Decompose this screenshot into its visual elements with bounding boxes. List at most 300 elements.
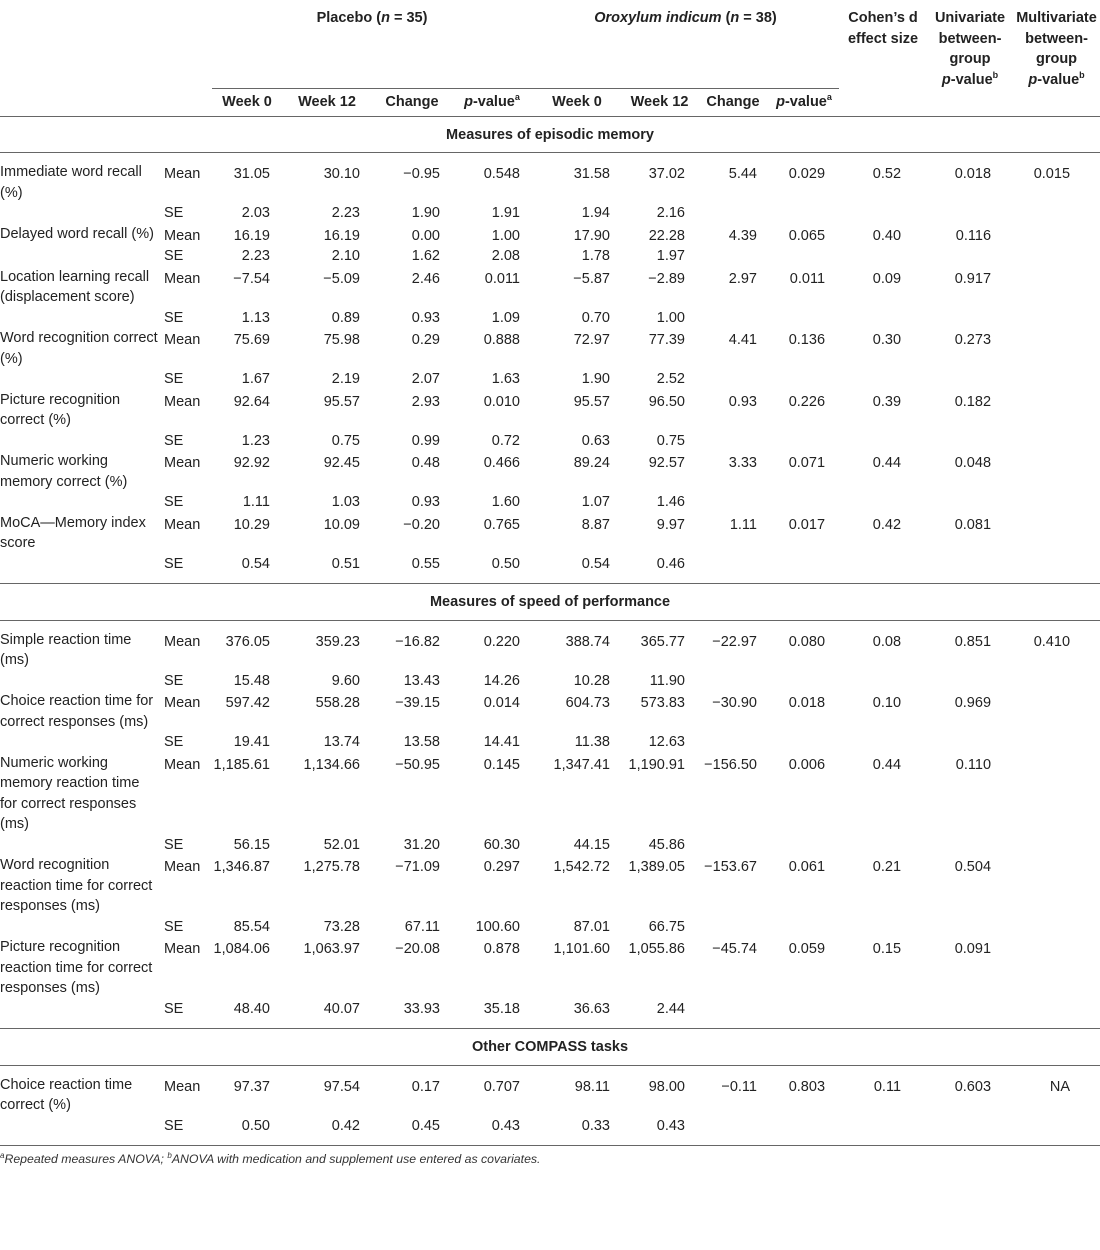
value-cell: 1.23 bbox=[241, 432, 270, 449]
value-cell: 56.15 bbox=[233, 836, 270, 853]
section-title: Measures of episodic memory bbox=[0, 116, 1100, 153]
table-row-mean bbox=[0, 224, 1100, 247]
value-cell: 0.765 bbox=[483, 516, 520, 533]
value-cell bbox=[839, 999, 927, 1029]
value-cell: 85.54 bbox=[233, 918, 270, 935]
value-cell: 12.63 bbox=[648, 734, 685, 750]
col-week0-oroxylum: Week 0 bbox=[532, 88, 622, 116]
table-row-mean bbox=[0, 1065, 1100, 1116]
value-cell: 1.00 bbox=[656, 309, 685, 326]
value-cell bbox=[1013, 917, 1100, 938]
value-cell bbox=[697, 835, 769, 856]
stat-label-se: SE bbox=[164, 309, 184, 326]
value-cell: 0.226 bbox=[788, 393, 826, 410]
placebo-group-header: Placebo (n = 35) bbox=[316, 10, 428, 26]
value-cell: −5.87 bbox=[573, 270, 610, 287]
section-header-row bbox=[0, 584, 1100, 621]
value-cell: −156.50 bbox=[704, 756, 757, 773]
value-cell: 0.21 bbox=[872, 859, 902, 875]
value-cell: 0.11 bbox=[873, 1078, 902, 1095]
col-week12-placebo: Week 12 bbox=[282, 88, 372, 116]
value-cell bbox=[1013, 691, 1100, 732]
value-cell bbox=[839, 732, 927, 753]
value-cell bbox=[927, 671, 1013, 692]
value-cell bbox=[839, 431, 927, 452]
value-cell: 36.63 bbox=[573, 1000, 610, 1017]
value-cell: 1.97 bbox=[656, 248, 685, 264]
value-cell: 0.72 bbox=[491, 432, 520, 449]
value-cell: 2.19 bbox=[331, 371, 360, 387]
value-cell: 0.006 bbox=[788, 756, 826, 773]
value-cell: 1,084.06 bbox=[213, 941, 270, 957]
value-cell: 98.00 bbox=[648, 1078, 685, 1095]
value-cell bbox=[927, 431, 1013, 452]
value-cell: 0.220 bbox=[483, 633, 520, 650]
value-cell: 2.07 bbox=[411, 371, 440, 387]
value-cell bbox=[1013, 328, 1100, 369]
value-cell: 0.851 bbox=[954, 633, 992, 650]
value-cell: 0.50 bbox=[491, 555, 520, 572]
value-cell: NA bbox=[1049, 1078, 1071, 1095]
value-cell: 0.15 bbox=[872, 941, 902, 957]
value-cell bbox=[839, 1116, 927, 1146]
value-cell: 2.23 bbox=[331, 205, 360, 221]
measure-label: Numeric working memory correct (%) bbox=[0, 453, 128, 490]
stat-label-mean: Mean bbox=[164, 859, 201, 875]
table-row-se bbox=[0, 999, 1100, 1029]
table-row-mean bbox=[0, 691, 1100, 732]
table-row-se bbox=[0, 492, 1100, 513]
value-cell: 2.08 bbox=[491, 248, 520, 264]
value-cell bbox=[697, 203, 769, 224]
value-cell: 0.145 bbox=[483, 756, 520, 773]
value-cell: 4.39 bbox=[728, 227, 757, 244]
value-cell: 10.29 bbox=[233, 516, 270, 533]
table-row-mean bbox=[0, 153, 1100, 204]
value-cell: 0.42 bbox=[282, 1116, 372, 1146]
value-cell: −20.08 bbox=[395, 941, 440, 957]
value-cell: 2.16 bbox=[656, 205, 685, 221]
value-cell bbox=[769, 431, 839, 452]
value-cell: 16.19 bbox=[233, 227, 270, 244]
value-cell: 0.39 bbox=[872, 393, 902, 410]
value-cell bbox=[769, 203, 839, 224]
value-cell: 0.30 bbox=[872, 332, 902, 348]
col-week12-oroxylum: Week 12 bbox=[622, 88, 697, 116]
value-cell: 40.07 bbox=[323, 1000, 360, 1017]
value-cell bbox=[927, 554, 1013, 584]
value-cell bbox=[839, 835, 927, 856]
value-cell: 1,101.60 bbox=[553, 941, 610, 957]
value-cell: 16.19 bbox=[323, 227, 360, 244]
value-cell: 92.92 bbox=[233, 455, 270, 471]
value-cell: −22.97 bbox=[712, 633, 757, 650]
univariate-header: Univariate between- group p-value$^b$ bbox=[934, 10, 1006, 88]
value-cell bbox=[1013, 246, 1100, 267]
value-cell: 2.52 bbox=[656, 371, 685, 387]
value-cell: 89.24 bbox=[573, 455, 610, 471]
table-row-se bbox=[0, 917, 1100, 938]
value-cell: 2.93 bbox=[411, 393, 440, 410]
value-cell bbox=[839, 308, 927, 329]
value-cell: 1.11 bbox=[729, 516, 757, 533]
table-row-mean bbox=[0, 390, 1100, 431]
stat-label-se: SE bbox=[164, 432, 184, 449]
col-week0-placebo: Week 0 bbox=[212, 88, 282, 116]
value-cell bbox=[769, 835, 839, 856]
value-cell: 33.93 bbox=[403, 1000, 440, 1017]
spacer-cell bbox=[0, 1116, 160, 1146]
value-cell bbox=[697, 246, 769, 267]
measure-label: Numeric working memory reaction time for correct responses (ms) bbox=[0, 754, 140, 832]
value-cell: 0.54 bbox=[581, 555, 610, 572]
value-cell: 388.74 bbox=[565, 633, 610, 650]
value-cell: 0.09 bbox=[872, 270, 902, 287]
measure-label: Choice reaction time correct (%) bbox=[0, 1076, 133, 1113]
value-cell: 17.90 bbox=[573, 227, 610, 244]
spacer-cell bbox=[0, 917, 160, 938]
value-cell: 1.13 bbox=[241, 309, 270, 326]
value-cell: 1,347.41 bbox=[553, 756, 610, 773]
value-cell: 0.46 bbox=[656, 555, 685, 572]
table-row-mean bbox=[0, 855, 1100, 917]
value-cell: −30.90 bbox=[712, 695, 757, 711]
value-cell: 1.09 bbox=[491, 309, 520, 326]
spacer-cell bbox=[0, 308, 160, 329]
value-cell: 0.99 bbox=[411, 432, 440, 449]
value-cell bbox=[1013, 492, 1100, 513]
value-cell bbox=[697, 431, 769, 452]
value-cell: 0.75 bbox=[331, 432, 360, 449]
value-cell: 0.018 bbox=[788, 695, 826, 711]
value-cell: 0.878 bbox=[483, 941, 520, 957]
value-cell bbox=[769, 999, 839, 1029]
value-cell: 31.20 bbox=[403, 836, 440, 853]
value-cell bbox=[769, 246, 839, 267]
value-cell: 1,190.91 bbox=[628, 756, 685, 773]
table-body bbox=[0, 116, 1100, 1146]
value-cell: 2.97 bbox=[728, 270, 757, 287]
value-cell: 45.86 bbox=[648, 836, 685, 853]
value-cell: 1.90 bbox=[581, 371, 610, 387]
section-header-row bbox=[0, 1029, 1100, 1066]
value-cell bbox=[1013, 855, 1100, 917]
measure-label: MoCA—Memory index score bbox=[0, 514, 146, 551]
value-cell bbox=[1013, 267, 1100, 308]
value-cell bbox=[697, 369, 769, 390]
value-cell: 359.23 bbox=[315, 633, 360, 650]
value-cell: 10.09 bbox=[323, 516, 360, 533]
stat-label-se: SE bbox=[164, 672, 184, 689]
value-cell: −0.95 bbox=[403, 166, 440, 182]
value-cell bbox=[697, 308, 769, 329]
value-cell: 0.081 bbox=[954, 516, 992, 533]
table-row-mean bbox=[0, 513, 1100, 554]
value-cell: 0.10 bbox=[872, 695, 902, 711]
value-cell: 10.28 bbox=[573, 672, 610, 689]
table-header bbox=[0, 0, 1100, 116]
value-cell bbox=[697, 917, 769, 938]
table-row-se bbox=[0, 732, 1100, 753]
measure-label: Location learning recall (displacement score) bbox=[0, 268, 150, 305]
value-cell: 19.41 bbox=[233, 734, 270, 750]
value-cell bbox=[697, 999, 769, 1029]
measure-label: Delayed word recall (%) bbox=[0, 225, 154, 242]
value-cell bbox=[927, 917, 1013, 938]
stat-label-mean: Mean bbox=[164, 166, 201, 182]
value-cell: 75.98 bbox=[323, 332, 360, 348]
value-cell: 97.54 bbox=[323, 1078, 360, 1095]
value-cell bbox=[1013, 753, 1100, 835]
value-cell: 0.017 bbox=[788, 516, 826, 533]
value-cell: 1.00 bbox=[491, 227, 520, 244]
value-cell: 3.33 bbox=[728, 455, 757, 471]
value-cell bbox=[927, 999, 1013, 1029]
spacer-cell bbox=[0, 431, 160, 452]
table-row-se bbox=[0, 369, 1100, 390]
value-cell: 0.00 bbox=[411, 227, 440, 244]
spacer-cell bbox=[0, 492, 160, 513]
stat-label-mean: Mean bbox=[164, 633, 201, 650]
value-cell: 0.45 bbox=[372, 1116, 452, 1146]
value-cell bbox=[1013, 835, 1100, 856]
table-row-mean bbox=[0, 753, 1100, 835]
value-cell: 2.03 bbox=[241, 205, 270, 221]
value-cell bbox=[769, 917, 839, 938]
value-cell: 2.10 bbox=[331, 248, 360, 264]
value-cell bbox=[927, 835, 1013, 856]
value-cell: 48.40 bbox=[233, 1000, 270, 1017]
value-cell: 95.57 bbox=[573, 393, 610, 410]
value-cell: −5.09 bbox=[323, 270, 360, 287]
value-cell: 0.44 bbox=[872, 756, 902, 773]
value-cell bbox=[1013, 224, 1100, 247]
table-row-se bbox=[0, 554, 1100, 584]
value-cell: 0.071 bbox=[788, 455, 826, 471]
value-cell: 0.52 bbox=[872, 166, 902, 182]
value-cell bbox=[839, 554, 927, 584]
spacer-cell bbox=[0, 671, 160, 692]
value-cell: 604.73 bbox=[565, 695, 610, 711]
value-cell bbox=[839, 369, 927, 390]
value-cell: 15.48 bbox=[233, 672, 270, 689]
value-cell: 0.93 bbox=[728, 393, 757, 410]
measure-label: Picture recognition correct (%) bbox=[0, 391, 121, 428]
value-cell bbox=[927, 492, 1013, 513]
value-cell: 22.28 bbox=[648, 227, 685, 244]
value-cell: 37.02 bbox=[648, 166, 685, 182]
value-cell: 0.297 bbox=[483, 859, 520, 875]
value-cell: 0.93 bbox=[411, 309, 440, 326]
value-cell: 1.90 bbox=[411, 205, 440, 221]
table-row-se bbox=[0, 1116, 1100, 1146]
value-cell: 1.78 bbox=[581, 248, 610, 264]
value-cell: 1.07 bbox=[581, 494, 610, 510]
value-cell bbox=[839, 246, 927, 267]
stat-label-se: SE bbox=[164, 1000, 184, 1017]
section-title: Other COMPASS tasks bbox=[0, 1029, 1100, 1066]
value-cell bbox=[769, 1116, 839, 1146]
value-cell bbox=[839, 203, 927, 224]
value-cell: 0.410 bbox=[1033, 633, 1071, 650]
value-cell: 13.58 bbox=[403, 734, 440, 750]
value-cell: 97.37 bbox=[233, 1078, 270, 1095]
value-cell: 14.26 bbox=[483, 672, 520, 689]
value-cell: 0.091 bbox=[954, 941, 992, 957]
value-cell: −0.20 bbox=[403, 516, 440, 533]
value-cell bbox=[927, 246, 1013, 267]
value-cell: 92.57 bbox=[648, 455, 685, 471]
value-cell: 2.23 bbox=[241, 248, 270, 264]
stat-label-se: SE bbox=[160, 1116, 212, 1146]
col-change-placebo: Change bbox=[372, 88, 452, 116]
value-cell: 1,346.87 bbox=[213, 859, 270, 875]
value-cell: 0.917 bbox=[954, 270, 992, 287]
value-cell: 31.58 bbox=[573, 166, 610, 182]
value-cell: 5.44 bbox=[728, 166, 757, 182]
spacer-cell bbox=[0, 999, 160, 1029]
value-cell: 92.45 bbox=[323, 455, 360, 471]
value-cell: 35.18 bbox=[483, 1000, 520, 1017]
value-cell: 1.60 bbox=[491, 494, 520, 510]
table-row-mean bbox=[0, 267, 1100, 308]
table-row-se bbox=[0, 431, 1100, 452]
value-cell: 31.05 bbox=[233, 166, 270, 182]
value-cell: 72.97 bbox=[573, 332, 610, 348]
value-cell: 0.969 bbox=[954, 695, 992, 711]
spacer-cell bbox=[0, 203, 160, 224]
value-cell bbox=[1013, 554, 1100, 584]
value-cell: 1,185.61 bbox=[213, 756, 270, 773]
value-cell: −50.95 bbox=[395, 756, 440, 773]
value-cell: 0.50 bbox=[212, 1116, 282, 1146]
value-cell: 1,275.78 bbox=[303, 859, 360, 875]
value-cell: 0.08 bbox=[872, 633, 902, 650]
value-cell: −45.74 bbox=[712, 941, 757, 957]
value-cell: 0.110 bbox=[955, 756, 992, 773]
table-row-se bbox=[0, 671, 1100, 692]
value-cell: 0.707 bbox=[483, 1078, 520, 1095]
cohens-d-header: Cohen’s d effect size bbox=[847, 10, 919, 47]
value-cell: 1,542.72 bbox=[553, 859, 610, 875]
stat-label-mean: Mean bbox=[164, 516, 201, 533]
value-cell: 92.64 bbox=[233, 393, 270, 410]
value-cell: 0.42 bbox=[872, 516, 902, 533]
value-cell: 1.67 bbox=[241, 371, 270, 387]
value-cell: 4.41 bbox=[728, 332, 757, 348]
value-cell: −39.15 bbox=[395, 695, 440, 711]
stat-label-se: SE bbox=[164, 205, 184, 221]
value-cell: 0.466 bbox=[483, 455, 520, 471]
value-cell: 0.548 bbox=[483, 166, 520, 182]
value-cell: 98.11 bbox=[574, 1078, 610, 1095]
value-cell: 1,389.05 bbox=[628, 859, 685, 875]
stat-label-se: SE bbox=[164, 371, 184, 387]
value-cell: 1.91 bbox=[491, 205, 520, 221]
value-cell: −2.89 bbox=[648, 270, 685, 287]
stat-label-mean: Mean bbox=[164, 332, 201, 348]
value-cell: 0.33 bbox=[532, 1116, 622, 1146]
value-cell: 14.41 bbox=[483, 734, 520, 750]
stat-label-mean: Mean bbox=[164, 941, 201, 957]
value-cell: 2.44 bbox=[656, 1000, 685, 1017]
value-cell: 1.03 bbox=[331, 494, 360, 510]
value-cell bbox=[697, 492, 769, 513]
value-cell bbox=[769, 369, 839, 390]
value-cell bbox=[1013, 937, 1100, 999]
value-cell: 0.70 bbox=[581, 309, 610, 326]
value-cell: 0.89 bbox=[331, 309, 360, 326]
value-cell: 0.010 bbox=[483, 393, 520, 410]
value-cell: 0.63 bbox=[581, 432, 610, 449]
oroxylum-group-header: Oroxylum indicum (n = 38) bbox=[594, 10, 777, 26]
value-cell: 0.29 bbox=[411, 332, 440, 348]
value-cell: −153.67 bbox=[704, 859, 757, 875]
value-cell: 0.018 bbox=[954, 166, 992, 182]
value-cell: 0.273 bbox=[954, 332, 992, 348]
value-cell bbox=[839, 492, 927, 513]
value-cell: 13.74 bbox=[323, 734, 360, 750]
spacer-cell bbox=[0, 732, 160, 753]
value-cell: −0.11 bbox=[721, 1078, 757, 1095]
value-cell bbox=[1013, 308, 1100, 329]
value-cell bbox=[927, 308, 1013, 329]
value-cell: 0.43 bbox=[452, 1116, 532, 1146]
value-cell: 0.44 bbox=[872, 455, 902, 471]
value-cell: 0.029 bbox=[788, 166, 826, 182]
value-cell bbox=[1013, 671, 1100, 692]
value-cell: 11.90 bbox=[649, 672, 685, 689]
value-cell: 0.059 bbox=[788, 941, 826, 957]
measure-label: Immediate word recall (%) bbox=[0, 164, 142, 201]
section-title: Measures of speed of performance bbox=[0, 584, 1100, 621]
value-cell: 87.01 bbox=[573, 918, 610, 935]
table-row-se bbox=[0, 203, 1100, 224]
value-cell: 597.42 bbox=[225, 695, 270, 711]
value-cell: 0.55 bbox=[411, 555, 440, 572]
stat-label-se: SE bbox=[164, 734, 184, 750]
value-cell: 376.05 bbox=[225, 633, 270, 650]
value-cell: 0.54 bbox=[241, 555, 270, 572]
value-cell: 75.69 bbox=[233, 332, 270, 348]
value-cell: 1,055.86 bbox=[628, 941, 685, 957]
spacer-cell bbox=[0, 369, 160, 390]
value-cell bbox=[1013, 732, 1100, 753]
value-cell: 0.015 bbox=[1033, 166, 1071, 182]
value-cell: 0.504 bbox=[954, 859, 992, 875]
value-cell: 0.17 bbox=[411, 1078, 440, 1095]
value-cell bbox=[1013, 513, 1100, 554]
stat-label-mean: Mean bbox=[164, 227, 201, 244]
col-pvalue-oroxylum: p-value$^a$ bbox=[769, 88, 839, 116]
spacer-cell bbox=[0, 554, 160, 584]
value-cell: 573.83 bbox=[640, 695, 685, 711]
value-cell: 558.28 bbox=[315, 695, 360, 711]
value-cell bbox=[769, 492, 839, 513]
value-cell: 1.63 bbox=[491, 371, 520, 387]
value-cell: 0.603 bbox=[954, 1078, 992, 1095]
multivariate-header: Multivariate between- group p-value$^b$ bbox=[1016, 10, 1097, 88]
stat-label-mean: Mean bbox=[164, 455, 201, 471]
value-cell: 0.136 bbox=[788, 332, 826, 348]
measure-label: Word recognition correct (%) bbox=[0, 330, 158, 367]
value-cell: 100.60 bbox=[475, 918, 520, 935]
value-cell bbox=[927, 369, 1013, 390]
value-cell: 0.011 bbox=[484, 270, 520, 287]
value-cell bbox=[839, 917, 927, 938]
value-cell: 0.048 bbox=[954, 455, 992, 471]
value-cell: 0.43 bbox=[622, 1116, 697, 1146]
